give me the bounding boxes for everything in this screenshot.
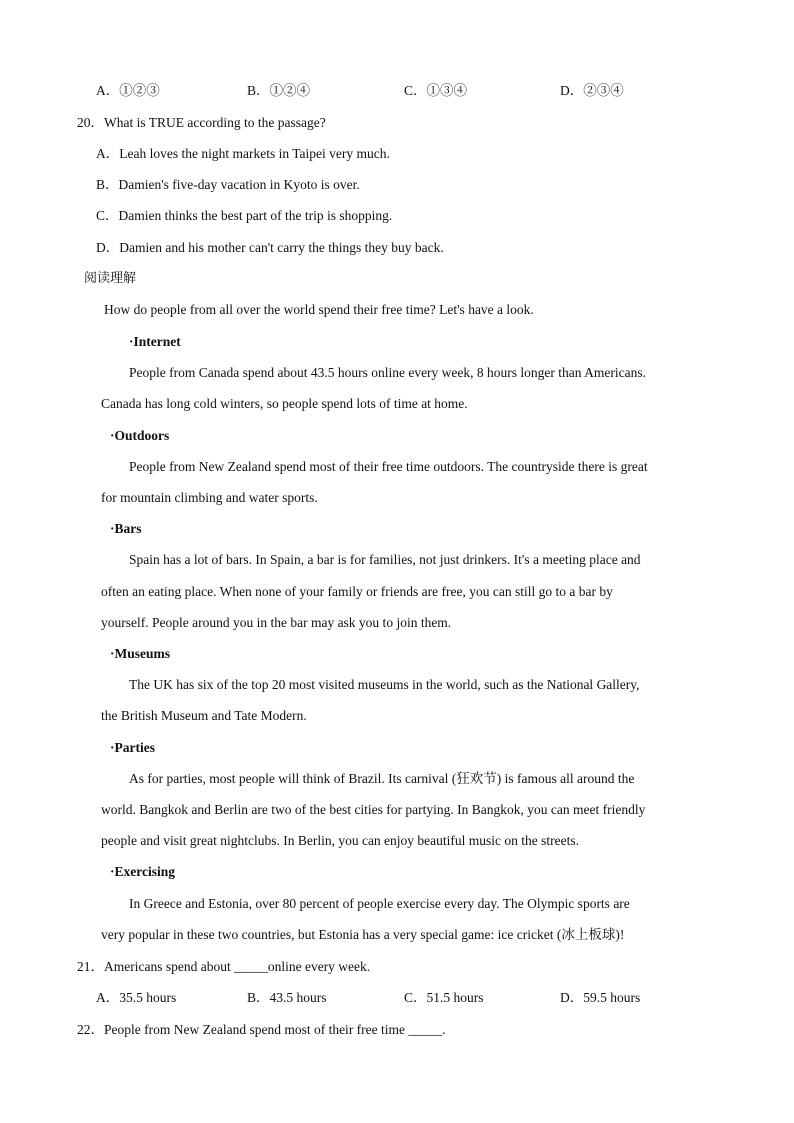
paragraph-line: for mountain climbing and water sports. bbox=[101, 490, 318, 505]
paragraph-line: often an eating place. When none of your family or friends are free, you can still go to a bar by bbox=[101, 584, 613, 599]
heading-bars: ·Bars bbox=[110, 521, 142, 536]
question-stem: 21．Americans spend about _____online every week. bbox=[77, 959, 371, 974]
option-d: D．Damien and his mother can't carry the things they buy back. bbox=[96, 240, 444, 255]
paragraph-line: Spain has a lot of bars. In Spain, a bar is for families, not just drinkers. It's a meeting place and bbox=[129, 552, 641, 567]
option-d: D．59.5 hours bbox=[560, 990, 641, 1005]
paragraph-line: The UK has six of the top 20 most visited museums in the world, such as the National Gallery, bbox=[129, 677, 640, 692]
heading-internet: ·Internet bbox=[129, 334, 181, 349]
option-c: C．51.5 hours bbox=[404, 990, 484, 1005]
paragraph-line: world. Bangkok and Berlin are two of the best cities for partying. In Bangkok, you can meet friendly bbox=[101, 802, 646, 817]
heading-parties: ·Parties bbox=[110, 740, 155, 755]
heading-museums: ·Museums bbox=[110, 646, 171, 661]
q19-option-c: C．①③④ bbox=[404, 83, 468, 98]
option-a: A．35.5 hours bbox=[96, 990, 177, 1005]
paragraph-line: In Greece and Estonia, over 80 percent of people exercise every day. The Olympic sports are bbox=[129, 896, 630, 911]
paragraph-line: yourself. People around you in the bar may ask you to join them. bbox=[101, 615, 452, 630]
q19-option-a: A．①②③ bbox=[96, 83, 160, 98]
q19-option-d: D．②③④ bbox=[560, 83, 624, 98]
paragraph-line: People from Canada spend about 43.5 hours online every week, 8 hours longer than Americans. bbox=[129, 365, 646, 380]
paragraph-line: the British Museum and Tate Modern. bbox=[101, 708, 307, 723]
paragraph-line: As for parties, most people will think of Brazil. Its carnival (狂欢节) is famous all around the bbox=[129, 771, 635, 786]
option-b: B．43.5 hours bbox=[247, 990, 327, 1005]
paragraph-line: Canada has long cold winters, so people spend lots of time at home. bbox=[101, 396, 468, 411]
heading-exercising: ·Exercising bbox=[110, 864, 176, 879]
question-22-stem: 22．People from New Zealand spend most of their free time _____. bbox=[77, 1022, 446, 1037]
option-a: A．Leah loves the night markets in Taipei very much. bbox=[96, 146, 390, 161]
paragraph-line: people and visit great nightclubs. In Berlin, you can enjoy beautiful music on the streets. bbox=[101, 833, 580, 848]
passage-intro: How do people from all over the world spend their free time? Let's have a look. bbox=[104, 302, 534, 317]
paragraph-line: People from New Zealand spend most of their free time outdoors. The countryside there is great bbox=[129, 459, 648, 474]
question-stem: 20．What is TRUE according to the passage? bbox=[77, 115, 326, 130]
paragraph-line: very popular in these two countries, but Estonia has a very special game: ice cricket (冰上板球)! bbox=[101, 927, 625, 942]
option-c: C．Damien thinks the best part of the trip is shopping. bbox=[96, 208, 393, 223]
q19-option-b: B．①②④ bbox=[247, 83, 311, 98]
section-title: 阅读理解 bbox=[84, 271, 137, 286]
option-b: B．Damien's five-day vacation in Kyoto is over. bbox=[96, 177, 360, 192]
heading-outdoors: ·Outdoors bbox=[110, 428, 170, 443]
